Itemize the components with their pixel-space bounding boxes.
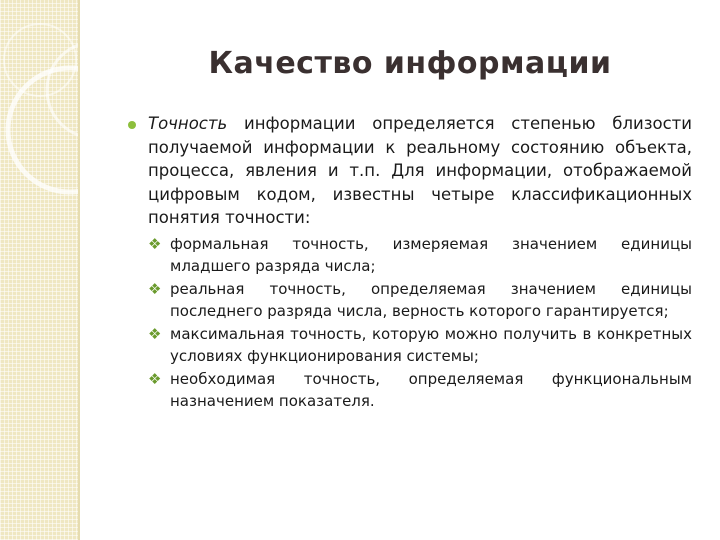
list-item <box>148 233 692 278</box>
side-divider <box>78 0 80 540</box>
list-item <box>148 278 692 323</box>
diamond-bullet-icon: ❖ <box>148 234 162 253</box>
main-bullet-item <box>128 112 692 230</box>
main-bullet-text <box>148 112 692 230</box>
list-item <box>148 323 692 368</box>
list-item <box>148 368 692 413</box>
accuracy-definition: информации определяется степенью близости получаемой информации к реальному состоянию объекта, процесса, явления и т.п. Для информации, отображаемой цифровым кодом, известны четыре классификационных понятия точности: <box>148 114 692 227</box>
accuracy-term: Точность <box>148 114 228 133</box>
ring-decoration-icon <box>0 0 78 220</box>
list-item-text: максимальная точность, которую можно получить в конкретных условиях функционирования системы; <box>170 324 692 365</box>
list-item-text: необходимая точность, определяемая функциональным назначением показателя. <box>170 369 692 410</box>
sub-bullet-list <box>128 233 692 413</box>
decorative-side-panel <box>0 0 78 540</box>
bullet-dot-icon <box>128 121 136 129</box>
diamond-bullet-icon: ❖ <box>148 369 162 388</box>
list-item-text: реальная точность, определяемая значением единицы последнего разряда числа, верность которого гарантируется; <box>170 279 692 320</box>
slide-title: Качество информации <box>208 46 612 81</box>
slide-content <box>128 112 692 413</box>
diamond-bullet-icon: ❖ <box>148 324 162 343</box>
diamond-bullet-icon: ❖ <box>148 279 162 298</box>
list-item-text: формальная точность, измеряемая значением единицы младшего разряда числа; <box>170 234 692 275</box>
